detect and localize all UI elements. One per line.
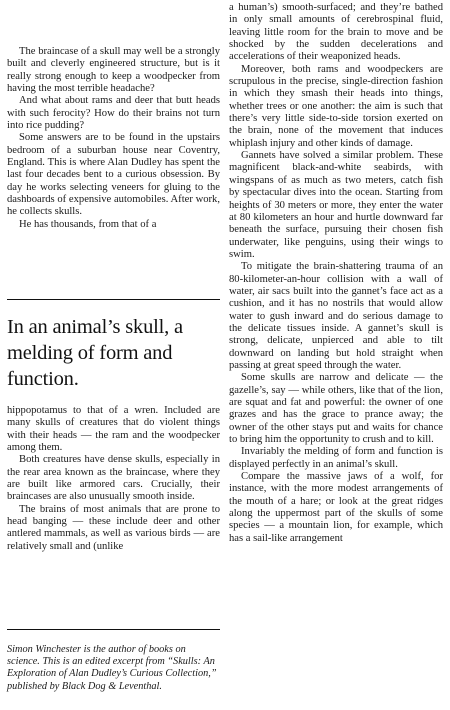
paragraph: a human’s) smooth-surfaced; and they’re bathed in only small amounts of cerebrospinal fluid, leaving little room for the brain to move and be shocked by the sudden decelerations and accelerations of their weaponized heads. bbox=[229, 2, 443, 63]
paragraph: To mitigate the brain-shattering trauma of an 80-kilometer-an-hour collision with a wall of water, air sacs built into the gannet’s face act as a cushion, and it has no nostrils that would allow water to gush inward and do serious damage to the delicate tissues inside. A gannet’s skull is strong, delicate, unpierced and able to tilt downward on landing but hold straight when passing at great speed through the water. bbox=[229, 261, 443, 371]
paragraph: Moreover, both rams and woodpeckers are scrupulous in the precise, single-direction fashion in which they smash their heads into things, whether trees or one another: the aim is such that there’s very little side-to-side torsion exerted on the brain, none of the movement that induces whiplash injury and other kinds of damage. bbox=[229, 63, 443, 149]
paragraph: Invariably the melding of form and function is displayed perfectly in an animal’s skull. bbox=[229, 446, 443, 470]
paragraph: Compare the massive jaws of a wolf, for instance, with the more modest arrangements of the mouth of a hare; or look at the great ridges along the uppermost part of the skulls of some species — a mountain lion, for example, which has a sail-like arrangement bbox=[229, 471, 443, 544]
paragraph: Some skulls are narrow and delicate — the gazelle’s, say — while others, like that of the lion, are squat and fat and powerful: the owner of one grazes and has the grace to prance away; the owner of the other stays put and waits for chance to bring him the opportunity to crush and to kill. bbox=[229, 372, 443, 446]
paragraph: Some answers are to be found in the upstairs bedroom of a suburban house near Coventry, England. This is where Alan Dudley has spent the last four decades bent to a curious obsession. By day he works selecting veneers for gluing to the dashboards of expensive automobiles. After work, he collects skulls. bbox=[7, 132, 220, 218]
paragraph: Gannets have solved a similar problem. These magnificent black-and-white seabirds, with wingspans of as much as two meters, catch fish by spectacular dives into the ocean. Starting from heights of 30 meters or more, they enter the water at 80 kilometers an hour and hurtle downward far beneath the surface, pursuing their chosen fish underwater, like penguins, using their wings to swim. bbox=[229, 150, 443, 260]
left-column-lower bbox=[7, 405, 220, 553]
pull-quote-text: In an animal’s skull, a melding of form and function. bbox=[7, 316, 183, 391]
author-note bbox=[7, 629, 220, 693]
paragraph: The brains of most animals that are prone to head banging — these include deer and other antlered mammals, as well as various birds — are relatively small and (unlike bbox=[7, 503, 220, 552]
paragraph: He has thousands, from that of a bbox=[19, 218, 157, 230]
left-column bbox=[7, 46, 220, 231]
paragraph: The braincase of a skull may well be a strongly built and cleverly engineered structure, but is it really strong enough to keep a woodpecker from having the most terrible headache? bbox=[7, 46, 220, 95]
paragraph: And what about rams and deer that butt heads with such ferocity? How do their brains not turn into rice pudding? bbox=[7, 95, 220, 132]
right-column bbox=[229, 2, 443, 545]
paragraph: Both creatures have dense skulls, especially in the rear area known as the braincase, where they are built like armored cars. Crucially, their braincases are also unusually smooth inside. bbox=[7, 454, 220, 503]
author-bio: Simon Winchester is the author of books on science. This is an edited excerpt from “Skulls: An Exploration of Alan Dudley’s Curious Collection,” published by Black Dog & Leventhal. bbox=[7, 644, 217, 692]
paragraph: hippopotamus to that of a wren. Included are many skulls of creatures that do violent things with their heads — the ram and the woodpecker among them. bbox=[7, 405, 220, 454]
pull-quote bbox=[7, 299, 220, 403]
